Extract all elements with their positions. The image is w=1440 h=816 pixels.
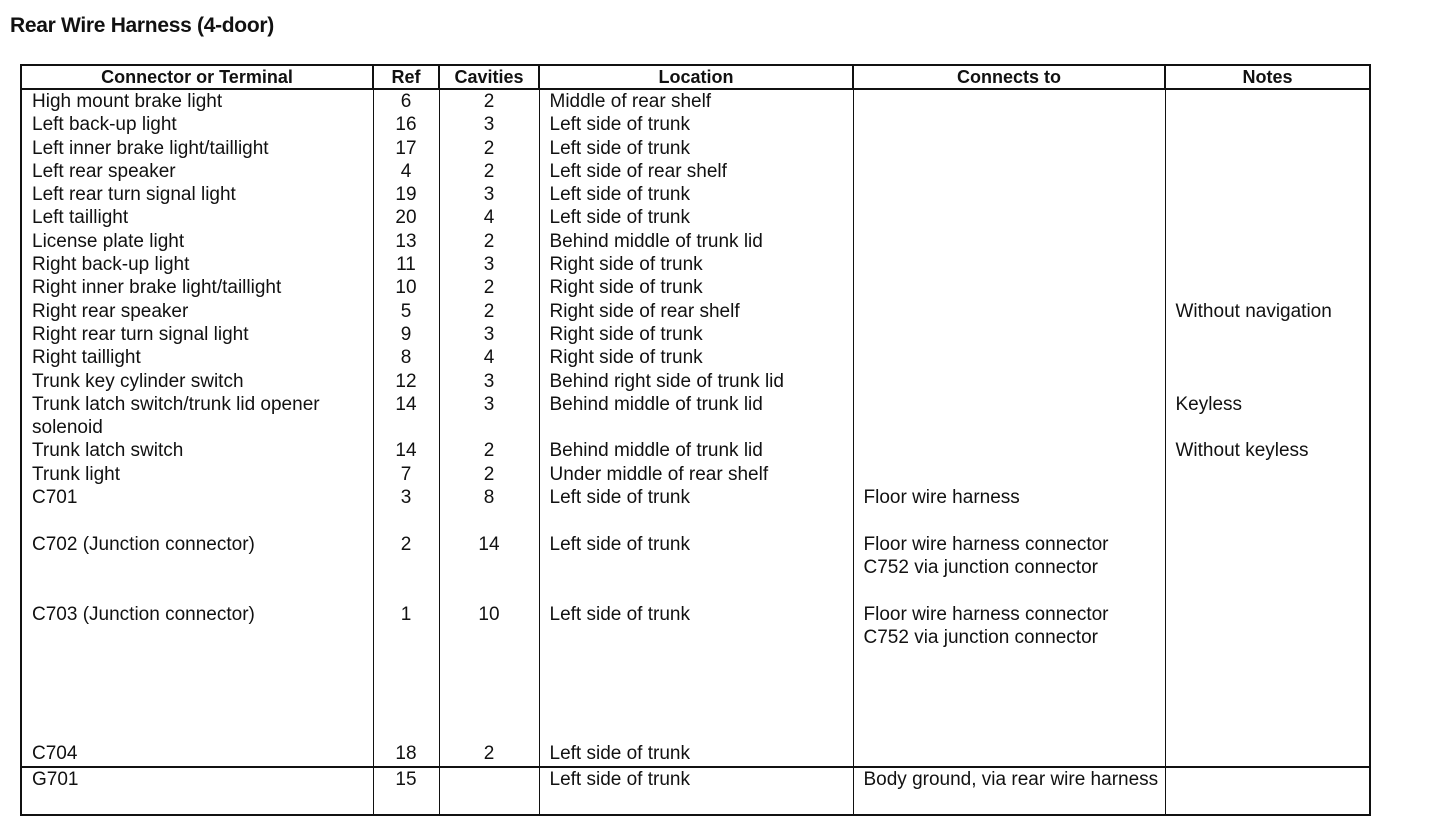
cell-cavities: 8: [439, 486, 539, 533]
header-connector: Connector or Terminal: [21, 65, 373, 89]
cell-ref: 16: [373, 113, 439, 136]
cell-ref: 18: [373, 672, 439, 766]
header-row: [21, 65, 1370, 89]
header-connects-to: Connects to: [853, 65, 1165, 89]
cell-notes: [1165, 276, 1370, 299]
table-row: [21, 230, 1370, 253]
cell-ref: 8: [373, 346, 439, 369]
cell-notes: Keyless: [1165, 393, 1370, 440]
table-row: [21, 346, 1370, 369]
cell-cavities: 3: [439, 183, 539, 206]
cell-ref: 17: [373, 137, 439, 160]
table-row: [21, 767, 1370, 815]
cell-notes: [1165, 160, 1370, 183]
cell-notes: [1165, 486, 1370, 533]
cell-connector: Right taillight: [21, 346, 373, 369]
cell-connector: Right inner brake light/taillight: [21, 276, 373, 299]
table-row: [21, 253, 1370, 276]
cell-cavities: 3: [439, 253, 539, 276]
cell-connects-to: [853, 183, 1165, 206]
cell-connects-to: [853, 463, 1165, 486]
cell-connector: Right rear speaker: [21, 300, 373, 323]
cell-connects-to: [853, 89, 1165, 113]
cell-ref: 11: [373, 253, 439, 276]
page-title: Rear Wire Harness (4-door): [10, 14, 274, 37]
cell-cavities: 2: [439, 160, 539, 183]
cell-connector: Trunk latch switch: [21, 439, 373, 462]
header-notes: Notes: [1165, 65, 1370, 89]
cell-location: Left side of trunk: [539, 672, 853, 766]
cell-connects-to: [853, 672, 1165, 766]
cell-location: Left side of trunk: [539, 767, 853, 815]
cell-notes: Without keyless: [1165, 439, 1370, 462]
cell-ref: 20: [373, 206, 439, 229]
cell-notes: [1165, 370, 1370, 393]
cell-connects-to: [853, 253, 1165, 276]
cell-ref: 15: [373, 767, 439, 815]
cell-cavities: 3: [439, 323, 539, 346]
cell-connector: Left back-up light: [21, 113, 373, 136]
cell-connects-to: Floor wire harness connector C752 via junction connector: [853, 603, 1165, 673]
header-cavities: Cavities: [439, 65, 539, 89]
table-row: [21, 603, 1370, 673]
cell-location: Left side of trunk: [539, 113, 853, 136]
cell-ref: 4: [373, 160, 439, 183]
cell-notes: [1165, 183, 1370, 206]
cell-location: Behind middle of trunk lid: [539, 230, 853, 253]
header-ref: Ref: [373, 65, 439, 89]
cell-connects-to: [853, 370, 1165, 393]
cell-connector: Left rear speaker: [21, 160, 373, 183]
cell-notes: [1165, 463, 1370, 486]
cell-connector: Trunk latch switch/trunk lid opener solenoid: [21, 393, 373, 440]
cell-connector: Left taillight: [21, 206, 373, 229]
table-row: [21, 486, 1370, 533]
cell-connects-to: Floor wire harness connector C752 via junction connector: [853, 533, 1165, 603]
cell-cavities: 4: [439, 346, 539, 369]
cell-notes: [1165, 230, 1370, 253]
cell-notes: [1165, 672, 1370, 766]
table-row: [21, 533, 1370, 603]
cell-ref: 10: [373, 276, 439, 299]
cell-notes: [1165, 323, 1370, 346]
table-row: [21, 323, 1370, 346]
cell-notes: [1165, 113, 1370, 136]
cell-ref: 12: [373, 370, 439, 393]
table-row: [21, 276, 1370, 299]
cell-location: Right side of trunk: [539, 323, 853, 346]
cell-cavities: 2: [439, 439, 539, 462]
cell-connects-to: [853, 206, 1165, 229]
cell-connector: Left inner brake light/taillight: [21, 137, 373, 160]
cell-connector: G701: [21, 767, 373, 815]
cell-notes: [1165, 206, 1370, 229]
cell-notes: [1165, 253, 1370, 276]
cell-connector: C702 (Junction connector): [21, 533, 373, 603]
cell-connects-to: [853, 393, 1165, 440]
cell-location: Behind middle of trunk lid: [539, 393, 853, 440]
cell-location: Behind middle of trunk lid: [539, 439, 853, 462]
cell-connector: Left rear turn signal light: [21, 183, 373, 206]
cell-cavities: 2: [439, 276, 539, 299]
cell-connects-to: [853, 439, 1165, 462]
cell-connects-to: [853, 113, 1165, 136]
cell-connector: Right rear turn signal light: [21, 323, 373, 346]
cell-connector: C704: [21, 672, 373, 766]
cell-location: Behind right side of trunk lid: [539, 370, 853, 393]
table-row: [21, 300, 1370, 323]
cell-location: Under middle of rear shelf: [539, 463, 853, 486]
cell-ref: 3: [373, 486, 439, 533]
cell-connector: Right back-up light: [21, 253, 373, 276]
cell-cavities: 3: [439, 370, 539, 393]
cell-cavities: 3: [439, 393, 539, 440]
table-row: [21, 113, 1370, 136]
cell-connects-to: Floor wire harness: [853, 486, 1165, 533]
cell-location: Right side of trunk: [539, 276, 853, 299]
cell-notes: [1165, 603, 1370, 673]
cell-cavities: 2: [439, 300, 539, 323]
table-row: [21, 89, 1370, 113]
cell-cavities: 2: [439, 137, 539, 160]
cell-location: Left side of trunk: [539, 137, 853, 160]
cell-connector: Trunk light: [21, 463, 373, 486]
cell-cavities: 2: [439, 89, 539, 113]
cell-notes: [1165, 346, 1370, 369]
cell-notes: [1165, 89, 1370, 113]
cell-connects-to: [853, 160, 1165, 183]
cell-ref: 1: [373, 603, 439, 673]
cell-connects-to: [853, 276, 1165, 299]
cell-ref: 2: [373, 533, 439, 603]
cell-notes: [1165, 533, 1370, 603]
table-row: [21, 183, 1370, 206]
cell-connector: License plate light: [21, 230, 373, 253]
cell-cavities: 10: [439, 603, 539, 673]
cell-cavities: 3: [439, 113, 539, 136]
harness-table: [20, 64, 1371, 816]
table-row: [21, 160, 1370, 183]
cell-ref: 7: [373, 463, 439, 486]
cell-location: Left side of trunk: [539, 206, 853, 229]
cell-location: Right side of trunk: [539, 253, 853, 276]
cell-cavities: 14: [439, 533, 539, 603]
cell-connects-to: Body ground, via rear wire harness: [853, 767, 1165, 815]
cell-ref: 6: [373, 89, 439, 113]
cell-cavities: [439, 767, 539, 815]
cell-cavities: 4: [439, 206, 539, 229]
cell-notes: Without navigation: [1165, 300, 1370, 323]
cell-location: Left side of trunk: [539, 533, 853, 603]
cell-connects-to: [853, 323, 1165, 346]
cell-ref: 9: [373, 323, 439, 346]
table-row: [21, 672, 1370, 766]
cell-connects-to: [853, 346, 1165, 369]
cell-location: Middle of rear shelf: [539, 89, 853, 113]
cell-connects-to: [853, 300, 1165, 323]
cell-ref: 14: [373, 439, 439, 462]
cell-ref: 14: [373, 393, 439, 440]
cell-location: Left side of trunk: [539, 603, 853, 673]
cell-connector: High mount brake light: [21, 89, 373, 113]
cell-location: Left side of trunk: [539, 486, 853, 533]
cell-location: Right side of trunk: [539, 346, 853, 369]
cell-connects-to: [853, 230, 1165, 253]
cell-cavities: 2: [439, 672, 539, 766]
cell-ref: 19: [373, 183, 439, 206]
cell-connector: C703 (Junction connector): [21, 603, 373, 673]
cell-location: Left side of trunk: [539, 183, 853, 206]
table-row: [21, 463, 1370, 486]
header-location: Location: [539, 65, 853, 89]
cell-cavities: 2: [439, 230, 539, 253]
cell-ref: 13: [373, 230, 439, 253]
table-row: [21, 137, 1370, 160]
cell-connector: C701: [21, 486, 373, 533]
cell-location: Right side of rear shelf: [539, 300, 853, 323]
cell-connects-to: [853, 137, 1165, 160]
table-row: [21, 370, 1370, 393]
cell-notes: [1165, 137, 1370, 160]
cell-ref: 5: [373, 300, 439, 323]
cell-notes: [1165, 767, 1370, 815]
cell-location: Left side of rear shelf: [539, 160, 853, 183]
cell-connector: Trunk key cylinder switch: [21, 370, 373, 393]
table-row: [21, 393, 1370, 440]
cell-cavities: 2: [439, 463, 539, 486]
table-row: [21, 439, 1370, 462]
table-row: [21, 206, 1370, 229]
